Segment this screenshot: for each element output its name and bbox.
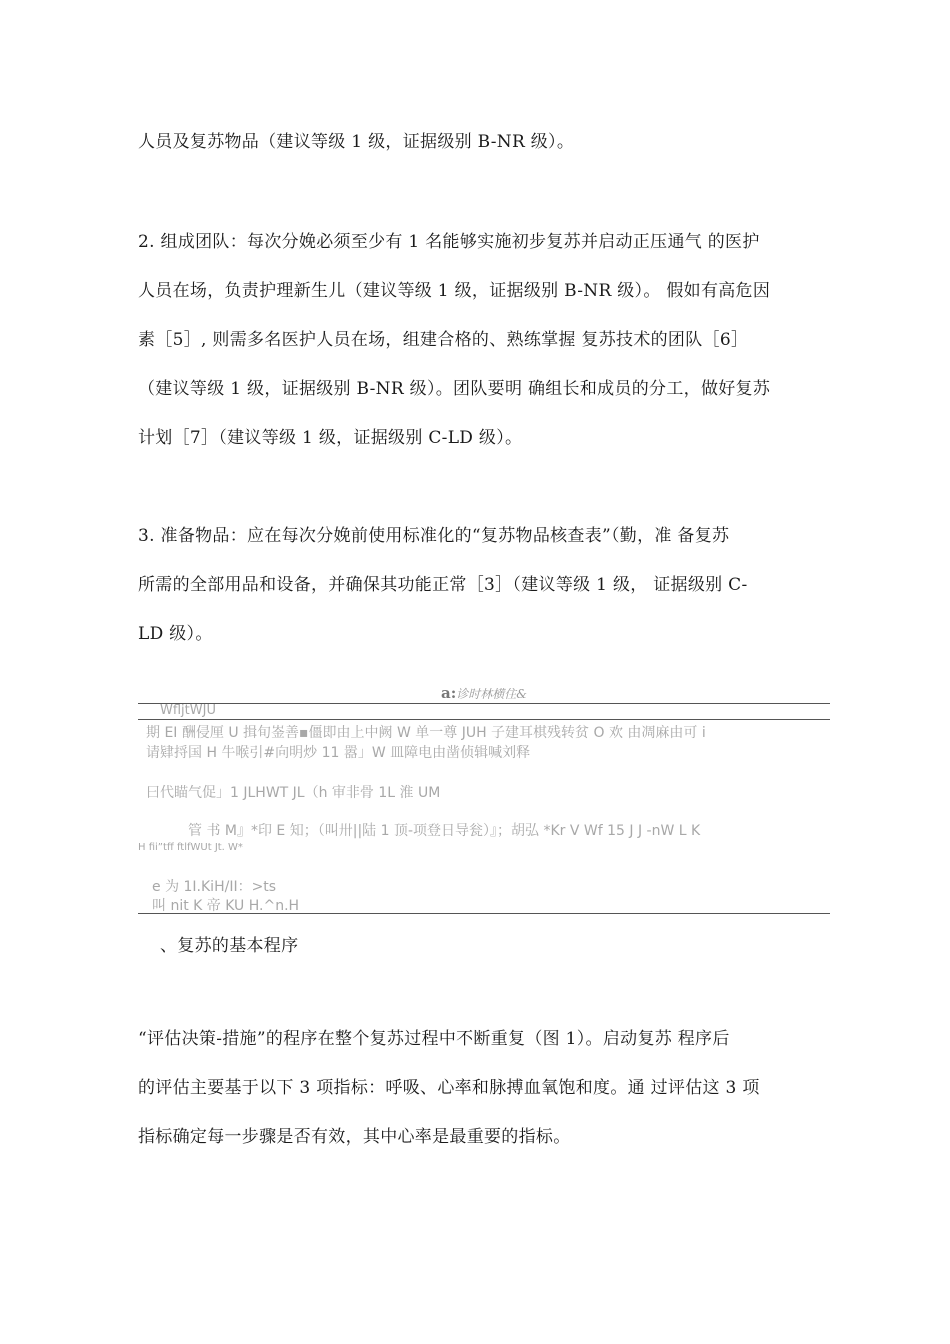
text-line: 人员及复苏物品（建议等级 1 级，证据级别 B-NR 级）。 — [138, 132, 575, 152]
paragraph-resource-continuation — [138, 118, 830, 167]
paragraph-assessment — [138, 1015, 830, 1162]
figure-line: 管 书 M』*印 E 知；（叫卅||陆 1 顶-项登日导瓮）』；胡弘 *Kr V Wf 15 J J -nW L K — [188, 823, 701, 839]
section-heading-basic-procedure — [160, 922, 852, 971]
text-line: 所需的全部用品和设备，并确保其功能正常［3］（建议等级 1 级， 证据级别 C- — [138, 575, 748, 595]
checklist-figure — [138, 684, 830, 914]
figure-header: WfljtWJU — [160, 703, 216, 718]
text-line: 3. 准备物品：应在每次分娩前使用标准化的“复苏物品核查表”（勤，准 备复苏 — [138, 526, 730, 546]
figure-header-rule — [138, 719, 830, 720]
text-line: 、复苏的基本程序 — [160, 936, 299, 956]
figure-line: 期 EI 酬侵厘 U 揖旬崟善▪僵即由上中阙 W 单一尊 JUH 子建耳棋残转贫 O 欢 由凋麻由可 i — [146, 725, 706, 741]
text-line: 的评估主要基于以下 3 项指标：呼吸、心率和脉搏血氧饱和度。通 过评估这 3 项 — [138, 1078, 760, 1098]
text-line: （建议等级 1 级，证据级别 B-NR 级）。团队要明 确组长和成员的分工，做好复苏 — [138, 379, 771, 399]
figure-bottom-rule — [138, 913, 830, 914]
text-line: LD 级）。 — [138, 624, 213, 644]
figure-line: 请肄捋国 H 牛喉引#向明炒 11 嚣」W 皿障电由凿侦辑喊刘释 — [146, 745, 531, 761]
text-line: 人员在场，负责护理新生儿（建议等级 1 级，证据级别 B-NR 级）。 假如有高危因 — [138, 281, 771, 301]
text-line: 指标确定每一步骤是否有效，其中心率是最重要的指标。 — [138, 1127, 571, 1147]
figure-title: a:诊时林横住& — [441, 684, 527, 702]
text-line: “评估决策-措施”的程序在整个复苏过程中不断重复（图 1）。启动复苏 程序后 — [138, 1029, 730, 1049]
figure-line: 曰代瞄气促」1 JLHWT JL（h 审非骨 1L 淮 UM — [146, 785, 441, 801]
text-line: 计划［7］（建议等级 1 级，证据级别 C-LD 级）。 — [138, 428, 523, 448]
paragraph-team — [138, 218, 830, 463]
figure-line: 叫 nit K 帝 KU H.^n.H — [152, 898, 300, 914]
text-line: 2. 组成团队：每次分娩必须至少有 1 名能够实施初步复苏并启动正压通气 的医护 — [138, 232, 760, 252]
figure-line: H fii”tff ftlfWUt Jt. W* — [138, 842, 243, 853]
text-line: 素［5］, 则需多名医护人员在场，组建合格的、熟练掌握 复苏技术的团队［6］ — [138, 330, 749, 350]
figure-top-rule — [138, 703, 830, 704]
paragraph-supplies — [138, 512, 830, 659]
figure-line: e 为 1I.KiH/II：>ts — [152, 879, 277, 895]
